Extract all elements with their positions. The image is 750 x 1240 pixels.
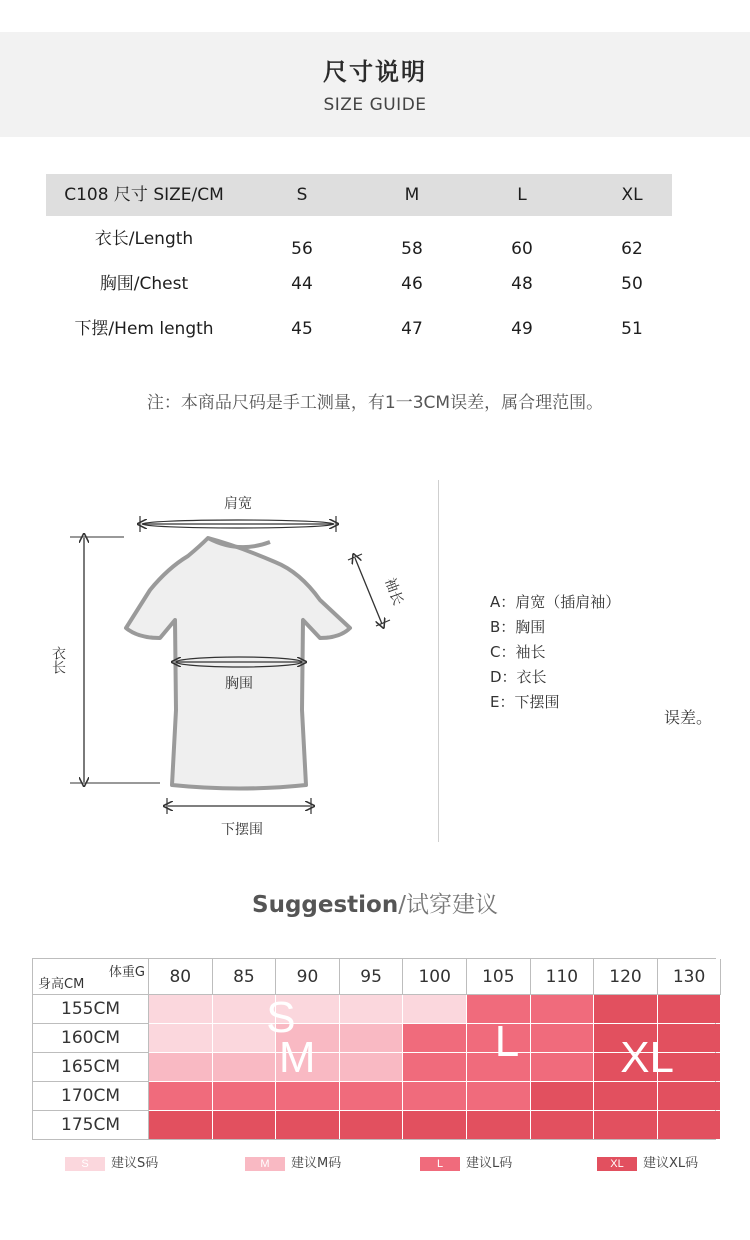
fit-cell [403,1082,466,1110]
fit-cell [340,1024,403,1052]
sleeve-label: 袖长 [381,575,406,608]
weight-header: 100 [403,959,467,995]
fit-cell [531,995,594,1023]
legend-item-c: C：袖长 [490,643,546,661]
zone-label-l: L [494,1017,520,1067]
fit-cell [149,1082,212,1110]
size-legend [0,1154,750,1174]
fit-cell [213,1082,276,1110]
weight-header: 80 [149,959,213,995]
row-value: 49 [511,319,533,339]
row-value: 56 [291,239,313,259]
size-header-label: C108 尺寸 SIZE/CM [64,185,224,205]
measurement-note: 注：本商品尺码是手工测量，有1一3CM误差，属合理范围。 [146,393,604,413]
legend-swatch: M [245,1157,285,1171]
legend-item-e: E：下摆围 [490,693,560,711]
legend-text: 建议M码 [291,1156,342,1171]
weight-header: 110 [531,959,595,995]
header-banner [0,32,750,137]
size-row-chest [46,271,672,297]
size-row-length [46,226,672,259]
row-value: 60 [511,239,533,259]
fit-cell [403,995,466,1023]
legend-item-d: D：衣长 [490,668,547,686]
fit-cell [340,1053,403,1081]
size-row-hem [46,316,672,342]
length-label: 衣长 [50,646,66,674]
height-row-label: 160CM [33,1024,149,1053]
hem-label: 下摆围 [221,822,263,838]
legend-text: 建议XL码 [643,1156,699,1171]
height-row-label: 175CM [33,1111,149,1140]
fit-corner [33,959,149,995]
fit-chart [32,958,716,1140]
weight-header: 90 [276,959,340,995]
size-table [46,174,672,339]
suggestion-title-sep: / [398,892,406,918]
fit-cell [658,995,721,1023]
fit-cell [658,1111,721,1139]
fit-cell [403,1111,466,1139]
fit-cell [467,1082,530,1110]
row-label: 衣长/Length [94,229,194,249]
fit-cell [594,1082,657,1110]
legend-swatch: L [420,1157,460,1171]
row-label: 胸围/Chest [99,274,189,294]
fit-cell [594,995,657,1023]
size-header-xl: XL [621,185,643,205]
row-value: 48 [511,274,533,294]
height-row-label: 155CM [33,995,149,1024]
height-row-label: 165CM [33,1053,149,1082]
tshirt-diagram [0,480,750,845]
fit-cell [149,1024,212,1052]
suggestion-title-en: Suggestion [252,892,399,918]
size-table-header [46,174,672,216]
fit-cell [594,1111,657,1139]
size-header-s: S [296,185,308,205]
fit-cell [467,1111,530,1139]
fit-cell [340,1082,403,1110]
chest-label: 胸围 [225,676,253,692]
row-value: 47 [401,319,423,339]
fit-cell [531,1024,594,1052]
fit-cell [276,1082,339,1110]
weight-header: 85 [213,959,277,995]
clipped-text: 误差。 [664,708,713,727]
row-value: 50 [621,274,643,294]
row-value: 44 [291,274,313,294]
row-value: 62 [621,239,643,259]
legend-swatch: XL [597,1157,637,1171]
zone-label-s: S [266,992,296,1042]
fit-cell [149,995,212,1023]
legend-item-b: B：胸围 [490,618,546,636]
tshirt-illustration [0,480,438,845]
fit-cell [213,1111,276,1139]
zone-label-m: M [278,1032,316,1082]
shoulder-label: 肩宽 [224,496,252,512]
fit-cell [531,1082,594,1110]
fit-cell [276,1111,339,1139]
height-axis-label: 身高CM [38,977,85,992]
fit-cell [403,1024,466,1052]
weight-header: 120 [594,959,658,995]
tshirt-shape [126,538,350,789]
weight-header: 105 [467,959,531,995]
fit-cell [531,1053,594,1081]
legend-text: 建议S码 [111,1156,159,1171]
fit-cell [149,1053,212,1081]
zone-label-xl: XL [620,1032,675,1082]
fit-cell [340,1111,403,1139]
fit-cell [340,995,403,1023]
fit-cell [531,1111,594,1139]
diagram-divider [438,480,439,842]
suggestion-title [0,886,750,919]
row-value: 46 [401,274,423,294]
legend-text: 建议L码 [466,1156,513,1171]
legend-swatch: S [65,1157,105,1171]
row-value: 45 [291,319,313,339]
weight-axis-label: 体重G [108,965,145,980]
fit-cell [213,1053,276,1081]
weight-header: 130 [658,959,722,995]
size-header-m: M [404,185,420,205]
height-row-label: 170CM [33,1082,149,1111]
fit-cell [403,1053,466,1081]
row-label: 下摆/Hem length [74,319,214,339]
measurement-legend [490,590,620,715]
fit-cell [658,1082,721,1110]
page-subtitle: SIZE GUIDE [323,95,427,115]
fit-cell [149,1111,212,1139]
suggestion-title-cn: 试穿建议 [405,892,498,918]
size-header-l: L [517,185,527,205]
weight-header: 95 [340,959,404,995]
page-title: 尺寸说明 [323,58,427,86]
row-value: 58 [401,239,423,259]
legend-item-a: A：肩宽（插肩袖） [490,593,621,611]
row-value: 51 [621,319,643,339]
